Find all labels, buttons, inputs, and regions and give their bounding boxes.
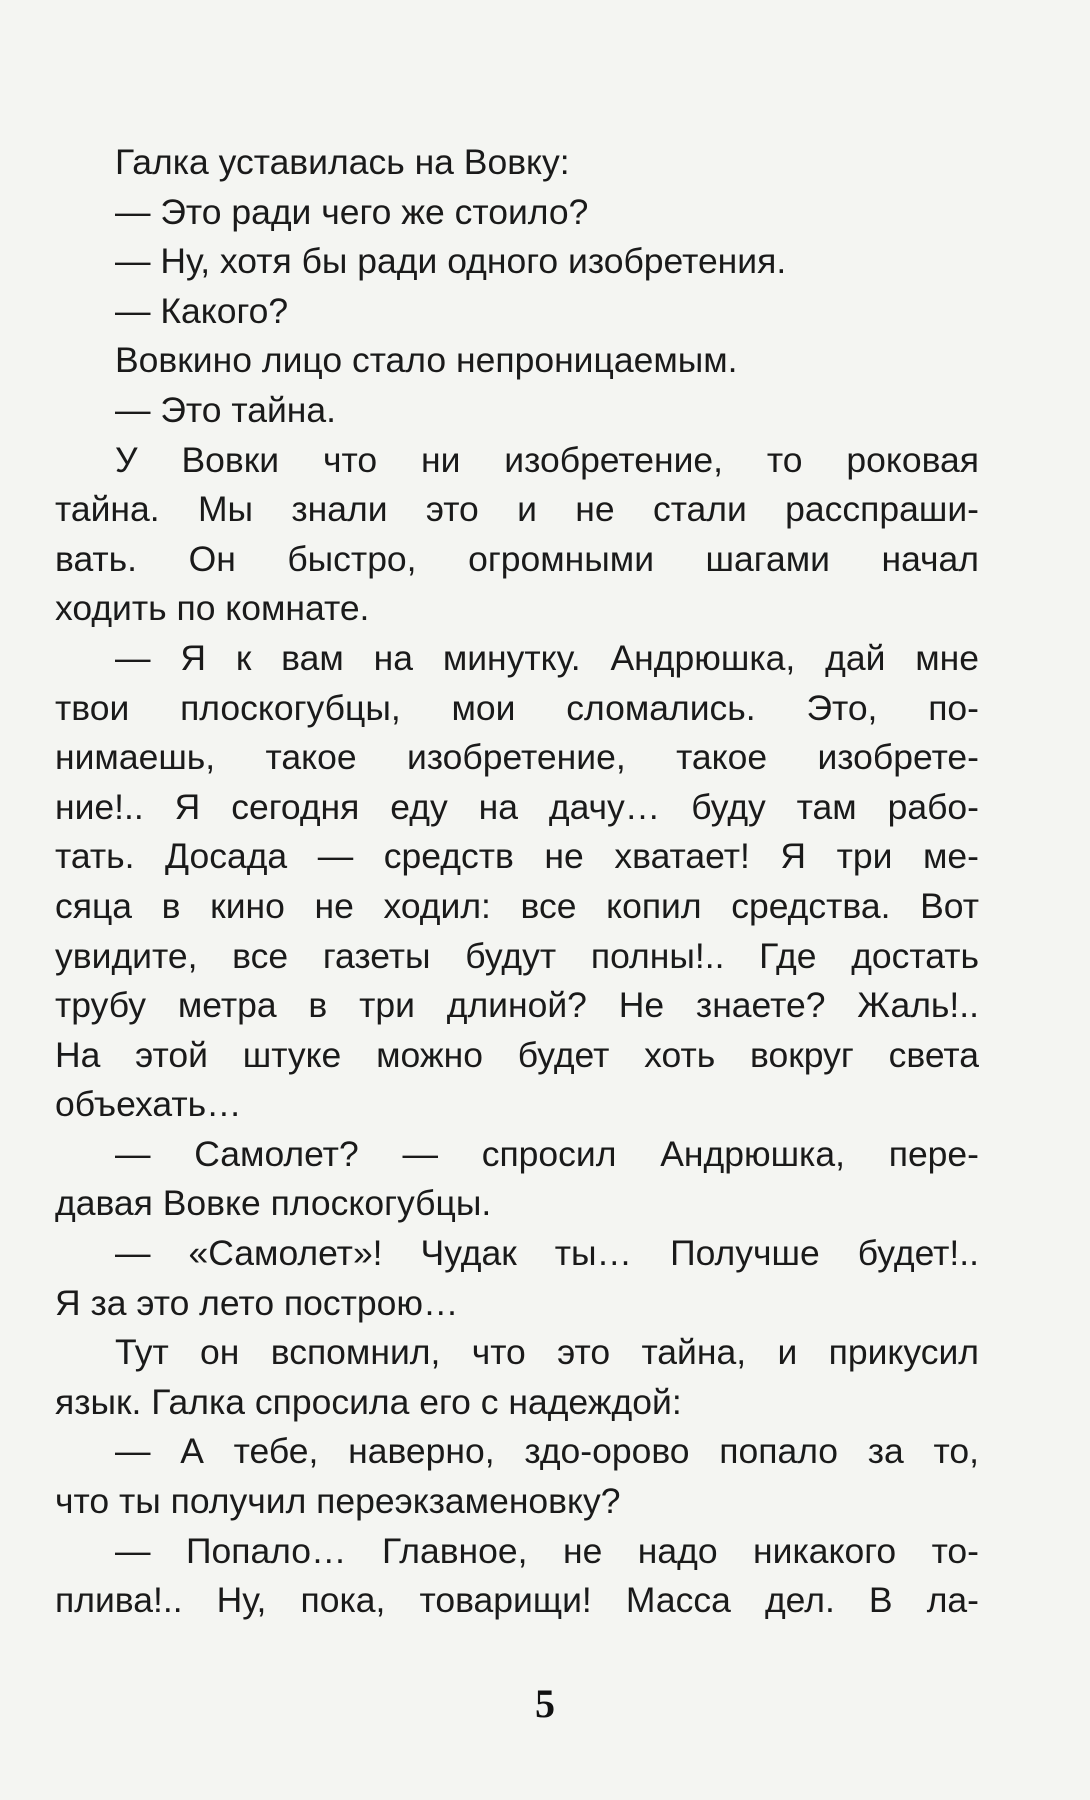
text-line: Вовкино лицо стало непроницаемым.: [115, 340, 738, 381]
text-line: давая Вовке плоскогубцы.: [55, 1183, 492, 1224]
text-line: — Попало… Главное, не надо никакого то-: [115, 1530, 979, 1571]
text-line: ние!.. Я сегодня еду на дачу… буду там рабо-: [55, 786, 979, 827]
text-line: ходить по комнате.: [55, 588, 370, 629]
page-number: 5: [535, 1681, 555, 1726]
text-line: На этой штуке можно будет хоть вокруг света: [55, 1034, 979, 1075]
text-line: — Я к вам на минутку. Андрюшка, дай мне: [115, 637, 979, 678]
text-line: — Какого?: [115, 290, 289, 331]
text-line: что ты получил переэкзаменовку?: [55, 1481, 621, 1522]
text-line: — «Самолет»! Чудак ты… Получше будет!..: [115, 1233, 979, 1274]
text-line: увидите, все газеты будут полны!.. Где достать: [55, 935, 979, 976]
text-line: — Ну, хотя бы ради одного изобретения.: [115, 241, 787, 282]
page-body-text: [55, 138, 979, 1626]
text-line: тать. Досада — средств не хватает! Я три ме-: [55, 836, 979, 877]
text-line: объехать…: [55, 1084, 242, 1125]
text-line: плива!.. Ну, пока, товарищи! Масса дел. В ла-: [55, 1580, 979, 1621]
text-line: У Вовки что ни изобретение, то роковая: [115, 439, 979, 480]
text-line: твои плоскогубцы, мои сломались. Это, по-: [55, 687, 979, 728]
text-line: — Самолет? — спросил Андрюшка, пере-: [115, 1133, 979, 1174]
text-line: вать. Он быстро, огромными шагами начал: [55, 538, 979, 579]
text-line: сяца в кино не ходил: все копил средства. Вот: [55, 885, 979, 926]
text-line: Я за это лето построю…: [55, 1282, 459, 1323]
text-line: — Это ради чего же стоило?: [115, 191, 589, 232]
text-line: Тут он вспомнил, что это тайна, и прикусил: [115, 1332, 979, 1373]
text-line: тайна. Мы знали это и не стали расспраши-: [55, 489, 979, 530]
text-line: — А тебе, наверно, здо-орово попало за то,: [115, 1431, 979, 1472]
text-line: нимаешь, такое изобретение, такое изобрете-: [55, 737, 979, 778]
text-line: — Это тайна.: [115, 389, 336, 430]
text-line: Галка уставилась на Вовку:: [115, 142, 570, 182]
text-line: язык. Галка спросила его с надеждой:: [55, 1381, 682, 1422]
text-line: трубу метра в три длиной? Не знаете? Жаль!..: [55, 985, 979, 1026]
